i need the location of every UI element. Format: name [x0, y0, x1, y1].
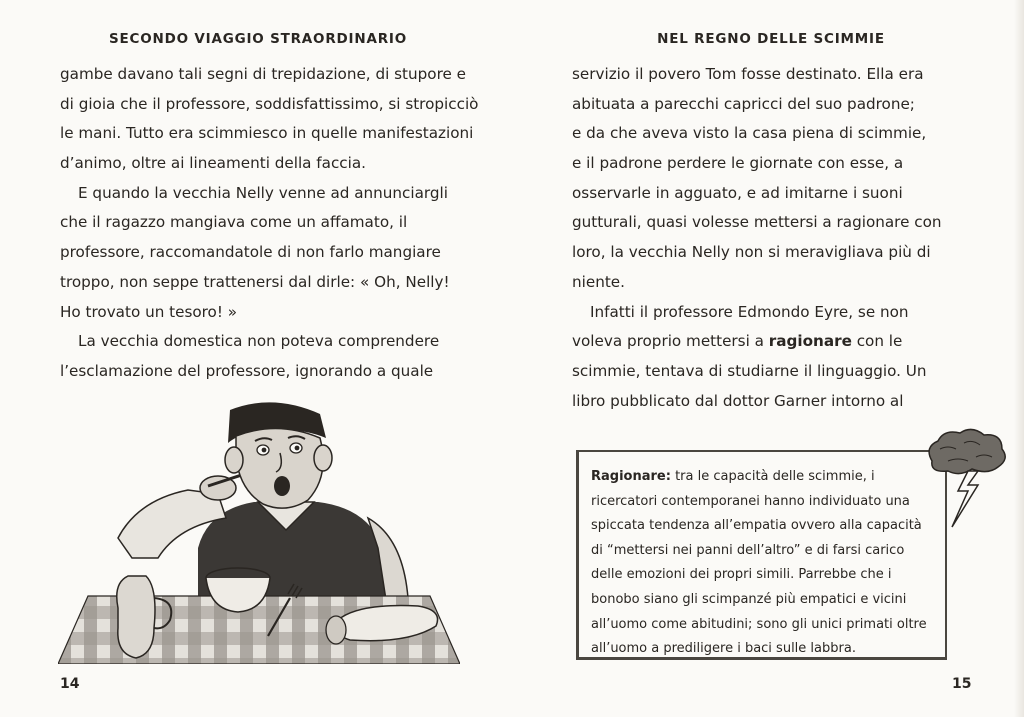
glossary-line: spiccata tendenza all’empatia ovvero alla capacità [591, 518, 922, 534]
text-line: scimmie, tentava di studiarne il linguaggio. Un [572, 361, 927, 380]
text-line: l’esclamazione del professore, ignorando a quale [60, 361, 434, 380]
text-line: le mani. Tutto era scimmiesco in quelle manifestazioni [60, 124, 474, 143]
text-line: e il padrone perdere le giornate con esse, a [572, 154, 904, 173]
glossary-line: all’uomo a prediligere i baci sulle labbra. [591, 641, 856, 657]
text-line: Ho trovato un tesoro! » [60, 302, 238, 321]
running-head-right: NEL REGNO DELLE SCIMMIE [657, 31, 885, 47]
running-head-left: SECONDO VIAGGIO STRAORDINARIO [108, 31, 407, 47]
highlighted-term: ragionare [768, 332, 852, 351]
text-line: libro pubblicato dal dottor Garner intorno al [572, 391, 904, 410]
storm-cloud-lightning-icon [918, 425, 1010, 535]
glossary-line: ricercatori contemporanei hanno individuato una [591, 493, 910, 509]
glossary-line: all’uomo come abitudini; sono gli unici primati oltre [591, 616, 927, 632]
right-body-text [572, 60, 942, 416]
text-line: gambe davano tali segni di trepidazione, di stupore e [60, 65, 466, 83]
boy-eating-soup-illustration [58, 398, 460, 664]
text-line: che il ragazzo mangiava come un affamato, il [60, 213, 408, 232]
text-line: loro, la vecchia Nelly non si meravigliava più di [572, 243, 931, 262]
glossary-line [591, 465, 933, 490]
text-line: e da che aveva visto la casa piena di scimmie, [572, 124, 927, 143]
page-number-left: 14 [60, 676, 80, 692]
text-fragment: con le [851, 332, 903, 351]
text-line: di gioia che il professore, soddisfattissimo, si stropicciò [60, 94, 479, 113]
text-line: abituata a parecchi capricci del suo padrone; [572, 94, 915, 113]
text-line: gutturali, quasi volesse mettersi a ragionare con [572, 213, 942, 232]
glossary-line: di “mettersi nei panni dell’altro” e di farsi carico [591, 542, 905, 558]
text-line: servizio il povero Tom fosse destinato. Ella era [572, 65, 924, 83]
text-fragment: voleva proprio mettersi a [572, 332, 769, 351]
glossary-box [576, 450, 947, 660]
text-line: professore, raccomandatole di non farlo mangiare [60, 243, 441, 262]
glossary-line: bonobo siano gli scimpanzé più empatici e vicini [591, 591, 907, 607]
text-line: La vecchia domestica non poteva comprendere [78, 332, 440, 351]
text-line: E quando la vecchia Nelly venne ad annunciargli [78, 183, 448, 202]
text-line: niente. [572, 272, 625, 291]
glossary-term: Ragionare: [591, 469, 671, 484]
book-spine-shadow [1014, 0, 1024, 717]
text-line: d’animo, oltre ai lineamenti della faccia. [60, 154, 367, 173]
text-fragment: tra le capacità delle scimmie, i [670, 469, 875, 484]
glossary-line: delle emozioni dei propri simili. Parrebbe che i [591, 567, 892, 583]
text-line: osservarle in agguato, e ad imitarne i suoni [572, 183, 903, 202]
text-line: Infatti il professore Edmondo Eyre, se non [590, 302, 909, 321]
page-number-right: 15 [952, 676, 972, 692]
text-line: troppo, non seppe trattenersi dal dirle: « Oh, Nelly! [60, 272, 450, 291]
text-line [572, 327, 942, 357]
left-body-text [60, 60, 478, 387]
